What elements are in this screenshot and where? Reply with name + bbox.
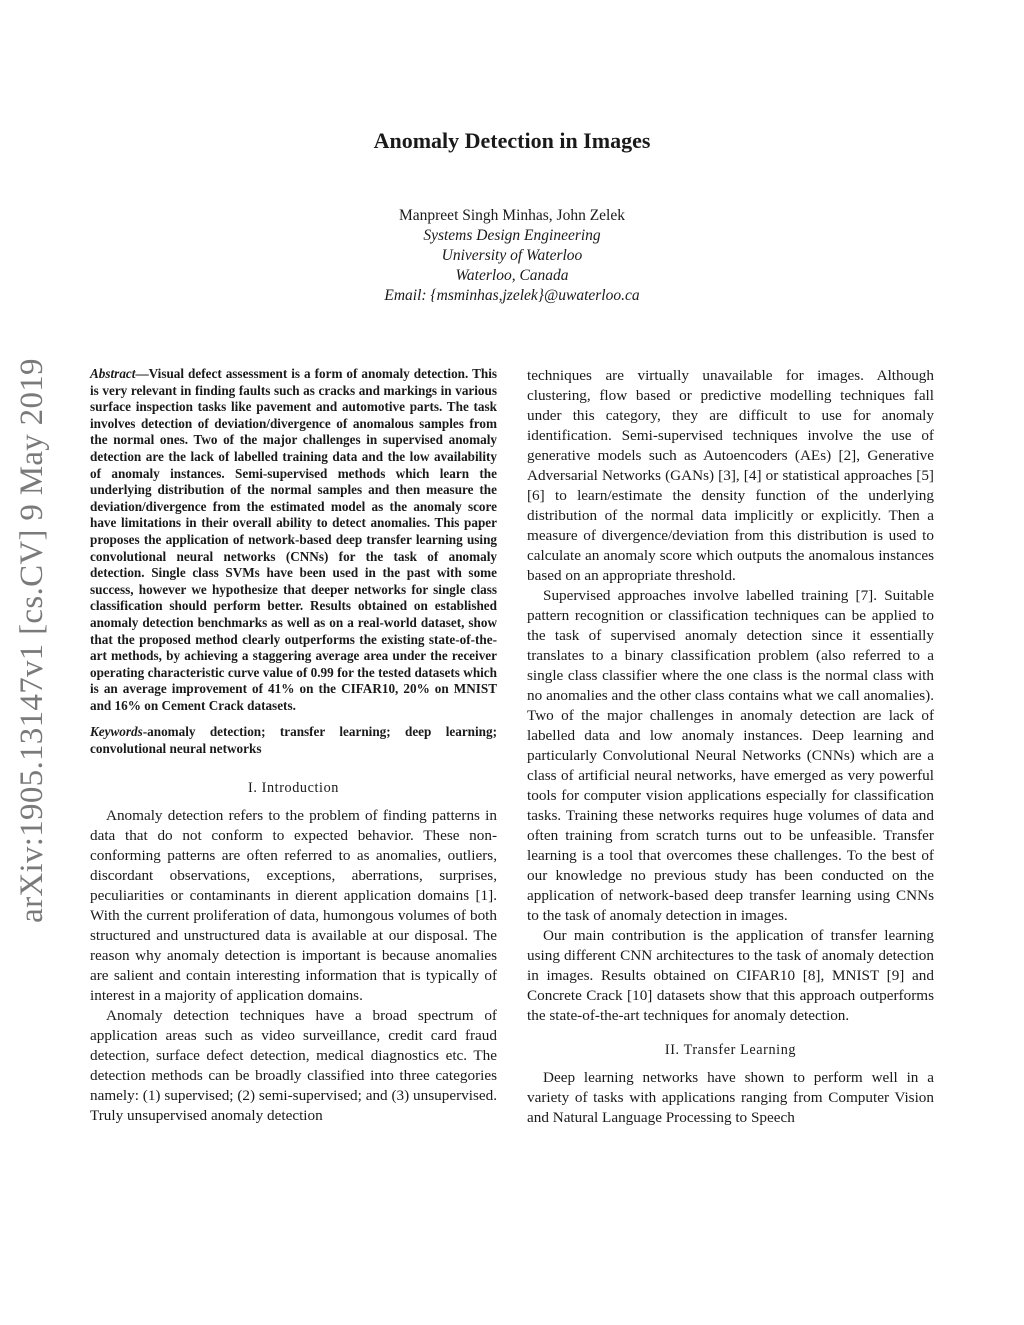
abstract bbox=[90, 366, 497, 714]
keywords-label: Keywords bbox=[90, 724, 143, 740]
arxiv-identifier: arXiv:1905.13147v1 [cs.CV] 9 May 2019 bbox=[13, 357, 50, 923]
intro-paragraph-3: Supervised approaches involve labelled training [7]. Suitable pattern recognition or classification techniques can be applied to the task of supervised anomaly detection since it essentially translates to a binary classification problem (also referred to a single class classifier where the one class is the normal class with no anomalies and the other class contains what we call anomalies). Two of the major challenges in anomaly detection are lack of labelled data and low anomaly instances. Deep learning and particularly Convolutional Neural Networks (CNNs) which are a class of artificial neural networks, have emerged as very powerful tools for computer vision applications especially for classification tasks. Training these networks requires huge volumes of data and often training from scratch turns out to be unfeasible. Transfer learning is a tool that overcomes these challenges. To the best of our knowledge no previous study has been conducted on the application of network-based deep transfer learning using CNNs to the task of anomaly detection in images. bbox=[527, 587, 934, 924]
author-block bbox=[0, 206, 1024, 306]
left-column bbox=[90, 366, 497, 1126]
intro-paragraph-4: Our main contribution is the application of transfer learning using different CNN architectures to the task of anomaly detection in images. Results obtained on CIFAR10 [8], MNIST [9] and Concrete Crack [10] datasets show that this approach outperforms the state-of-the-art techniques for anomaly detection. bbox=[527, 927, 934, 1024]
abstract-text: —Visual defect assessment is a form of anomaly detection. This is very relevant in finding faults such as cracks and markings in various surface inspection tasks like pavement and automotive parts. The task involves detection of deviation/divergence of anomalous samples from the normal ones. Two of the major challenges in supervised anomaly detection are the lack of labelled training data and the low availability of anomaly instances. Semi-supervised methods which learn the underlying distribution of the normal samples and then measure the deviation/divergence from the estimated model as the anomaly score have limitations in their overall ability to detect anomalies. This paper proposes the application of network-based deep transfer learning using convolutional neural networks (CNNs) for the task of anomaly detection. Single class SVMs have been used in the past with some success, however we hypothesize that deeper networks for single class classification should perform better. Results obtained on established anomaly detection benchmarks as well as on a real-world dataset, show that the proposed method clearly outperforms the existing state-of-the-art methods, by achieving a staggering average area under the receiver operating characteristic curve value of 0.99 for the tested datasets which is an average improvement of 41% on the CIFAR10, 20% on MNIST and 16% on Cement Crack datasets. bbox=[90, 366, 497, 713]
keywords-text: -anomaly detection; transfer learning; deep learning; convolutional neural networks bbox=[90, 724, 497, 757]
right-column bbox=[527, 366, 934, 1128]
section-heading-transfer-learning: II. Transfer Learning bbox=[664, 1042, 797, 1058]
intro-paragraph-1: Anomaly detection refers to the problem of finding patterns in data that do not conform to expected behavior. These non-conforming patterns are often referred to as anomalies, outliers, discordant observations, exceptions, aberrations, surprises, peculiarities or contaminants in dierent application domains [1]. With the current proliferation of data, humongous volumes of both structured and unstructured data is available at our disposal. The reason why anomaly detection is important is because anomalies are salient and contain interesting information that is typically of interest in a majority of application domains. bbox=[90, 806, 497, 1004]
paper-title: Anomaly Detection in Images bbox=[373, 128, 651, 153]
author-names: Manpreet Singh Minhas, John Zelek bbox=[398, 207, 625, 224]
transfer-paragraph-1: Deep learning networks have shown to perform well in a variety of tasks with applications ranging from Computer Vision and Natural Language Processing to Speech bbox=[527, 1069, 934, 1126]
section-heading-introduction: I. Introduction bbox=[248, 779, 339, 796]
author-university: University of Waterloo bbox=[441, 247, 583, 264]
abstract-label: Abstract bbox=[90, 366, 136, 381]
intro-paragraph-2-continued: techniques are virtually unavailable for images. Although clustering, flow based or predictive modelling techniques fall under this category, they are difficult to use for anomaly identification. Semi-supervised techniques involve the use of generative models such as Autoencoders (AEs) [2], Generative Adversarial Networks (GANs) [3], [4] or statistical approaches [5] [6] to learn/estimate the density function of the underlying distribution of the normal data implicitly or explicitly. Then a measure of divergence/deviation from this distribution is used to calculate an anomaly score which outputs the anomalous instances based on an appropriate threshold. bbox=[527, 367, 934, 584]
author-email: Email: {msminhas,jzelek}@uwaterloo.ca bbox=[384, 287, 640, 304]
keywords bbox=[90, 724, 497, 757]
arxiv-sidebar bbox=[4, 350, 60, 930]
intro-paragraph-2: Anomaly detection techniques have a broad spectrum of application areas such as video surveillance, credit card fraud detection, surface defect detection, medical diagnostics etc. The detection methods can be broadly classified into three categories namely: (1) supervised; (2) semi-supervised; and (3) unsupervised. Truly unsupervised anomaly detection bbox=[90, 1006, 497, 1124]
author-department: Systems Design Engineering bbox=[423, 227, 601, 244]
author-location: Waterloo, Canada bbox=[455, 267, 569, 284]
